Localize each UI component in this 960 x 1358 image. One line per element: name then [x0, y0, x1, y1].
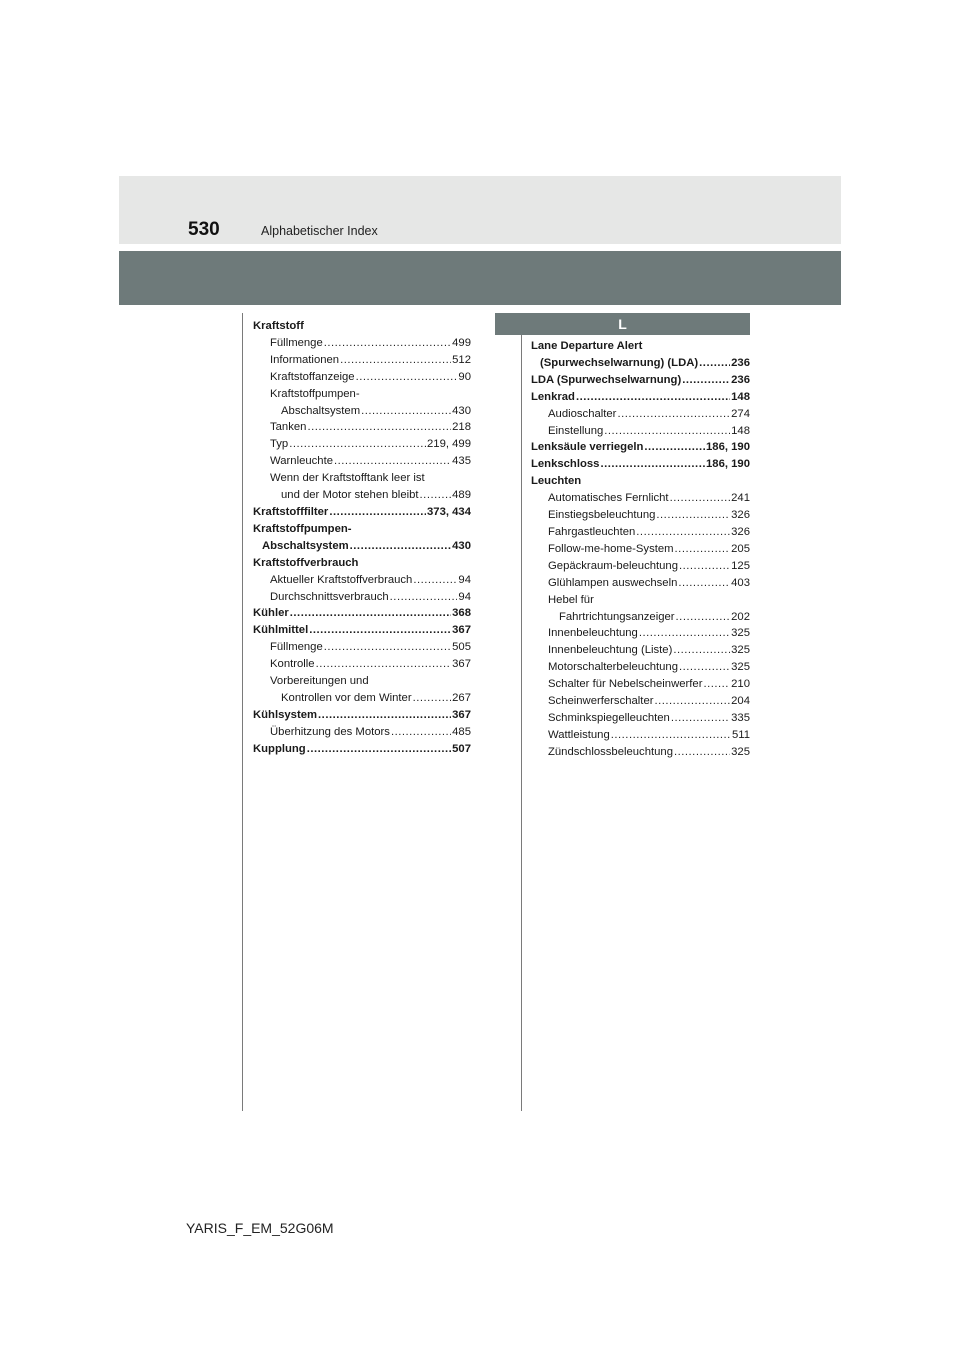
index-entry-scheinwerfer: [531, 693, 750, 710]
index-entry-fahrgast: [531, 524, 750, 541]
entry-page-ref[interactable]: 335: [731, 711, 750, 724]
entry-label: Leuchten: [531, 475, 582, 488]
index-entry-innen-liste: [531, 642, 750, 659]
entry-page-ref[interactable]: 236: [731, 356, 750, 369]
entry-label: Fahrtrichtungsanzeiger: [559, 610, 675, 623]
index-entry-einstieg: [531, 507, 750, 524]
index-entry-zuendschloss: [531, 744, 750, 761]
index-entry-informationen: [253, 352, 471, 369]
entry-label: Lenkrad: [531, 390, 575, 403]
document-code: YARIS_F_EM_52G06M: [186, 1220, 334, 1236]
dot-leader: [334, 453, 451, 470]
entry-label: Warnleuchte: [270, 455, 333, 468]
dot-leader: [329, 504, 426, 521]
entry-label: Innenbeleuchtung: [548, 627, 638, 640]
entry-label: Kontrolle: [270, 658, 315, 671]
dot-leader: [309, 622, 451, 639]
entry-label: Füllmenge: [270, 641, 323, 654]
index-entry-lenkrad: [531, 389, 750, 406]
entry-page-ref[interactable]: 373, 434: [427, 505, 471, 518]
dot-leader: [654, 693, 730, 710]
entry-page-ref[interactable]: 94: [458, 573, 471, 586]
entry-page-ref[interactable]: 325: [731, 627, 750, 640]
entry-label: und der Motor stehen bleibt: [281, 489, 419, 502]
page-header: [119, 176, 841, 244]
dot-leader: [307, 741, 451, 758]
dot-leader: [324, 639, 451, 656]
entry-label: Durchschnittsverbrauch: [270, 590, 389, 603]
entry-label: Vorbereitungen und: [270, 675, 369, 688]
entry-page-ref[interactable]: 267: [452, 691, 471, 704]
dot-leader: [361, 403, 451, 420]
dot-leader: [675, 541, 731, 558]
index-entry-hebel: [531, 592, 750, 609]
entry-page-ref[interactable]: 505: [452, 641, 471, 654]
index-entry-kraftstoffpumpen1: [253, 386, 471, 403]
entry-page-ref[interactable]: 241: [731, 492, 750, 505]
dot-leader: [673, 642, 730, 659]
dot-leader: [316, 656, 452, 673]
entry-label: Typ: [270, 438, 289, 451]
index-entry-lda: [531, 372, 750, 389]
entry-page-ref[interactable]: 218: [452, 421, 471, 434]
page-number: 530: [188, 219, 220, 240]
entry-label: Füllmenge: [270, 336, 323, 349]
index-entry-kupplung: [253, 741, 471, 758]
dot-leader: [636, 524, 730, 541]
index-entry-audioschalter: [531, 406, 750, 423]
entry-page-ref[interactable]: 435: [452, 455, 471, 468]
index-entry-gluehlampen: [531, 575, 750, 592]
entry-page-ref[interactable]: 489: [452, 489, 471, 502]
entry-label: Einstellung: [548, 424, 604, 437]
dot-leader: [413, 572, 457, 589]
entry-label: Aktueller Kraftstoffverbrauch: [270, 573, 413, 586]
index-entry-wattleistung: [531, 727, 750, 744]
index-entry-kraftstoffpumpen0: [253, 521, 471, 538]
entry-label: Überhitzung des Motors: [270, 725, 390, 738]
dot-leader: [391, 724, 451, 741]
entry-label: Schalter für Nebelscheinwerfer: [548, 678, 703, 691]
index-entry-fahrtrichtung: [531, 609, 750, 626]
column-rule-left: [242, 313, 243, 1111]
dot-leader: [420, 487, 452, 504]
column-rule-middle: [521, 313, 522, 1111]
index-entry-lenksaeule: [531, 439, 750, 456]
index-entry-abschaltsystem0: [253, 538, 471, 555]
entry-page-ref[interactable]: 94: [458, 590, 471, 603]
index-entry-schminkspiegel: [531, 710, 750, 727]
dot-leader: [290, 605, 451, 622]
section-title: Alphabetischer Index: [261, 224, 378, 238]
header-band: [119, 251, 841, 305]
entry-label: Abschaltsystem: [281, 404, 361, 417]
entry-label: LDA (Spurwechselwarnung): [531, 373, 682, 386]
dot-leader: [324, 335, 451, 352]
entry-page-ref[interactable]: 125: [731, 559, 750, 572]
entry-page-ref[interactable]: 204: [731, 695, 750, 708]
dot-leader: [679, 558, 730, 575]
dot-leader: [676, 609, 731, 626]
entry-page-ref[interactable]: 90: [458, 370, 471, 383]
entry-label: Tanken: [270, 421, 307, 434]
entry-label: Zündschlossbeleuchtung: [548, 745, 673, 758]
entry-page-ref[interactable]: 430: [452, 539, 471, 552]
entry-label: Gepäckraum-beleuchtung: [548, 559, 678, 572]
index-entry-wenn-leer: [253, 470, 471, 487]
entry-page-ref[interactable]: 148: [731, 424, 750, 437]
entry-label: Kupplung: [253, 742, 306, 755]
entry-label: Hebel für: [548, 593, 594, 606]
entry-label: Scheinwerferschalter: [548, 695, 654, 708]
dot-leader: [413, 690, 452, 707]
index-entry-follow: [531, 541, 750, 558]
entry-label: Motorschalterbeleuchtung: [548, 661, 678, 674]
entry-page-ref[interactable]: 148: [731, 390, 750, 403]
entry-label: Einstiegsbeleuchtung: [548, 509, 656, 522]
index-entry-typ: [253, 436, 471, 453]
dot-leader: [390, 589, 458, 606]
entry-page-ref[interactable]: 499: [452, 336, 471, 349]
index-entry-motor-stehen: [253, 487, 471, 504]
index-entry-kuehlmittel: [253, 622, 471, 639]
dot-leader: [356, 369, 458, 386]
entry-page-ref[interactable]: 511: [731, 728, 750, 741]
entry-label: Lenkschloss: [531, 458, 600, 471]
index-entry-kraftstofffilter: [253, 504, 471, 521]
index-entry-gepaeck: [531, 558, 750, 575]
entry-label: Kraftstoffpumpen-: [253, 522, 352, 535]
entry-page-ref[interactable]: 368: [452, 607, 471, 620]
index-entry-fuellmenge: [253, 335, 471, 352]
entry-page-ref[interactable]: 367: [452, 658, 471, 671]
entry-label: Informationen: [270, 353, 340, 366]
index-entry-motorschalter: [531, 659, 750, 676]
entry-label: (Spurwechselwarnung) (LDA): [540, 356, 699, 369]
entry-label: Glühlampen auswechseln: [548, 576, 678, 589]
entry-page-ref[interactable]: 202: [731, 610, 750, 623]
letter-heading: L: [495, 313, 750, 335]
index-column-right: [531, 338, 750, 761]
index-entry-nebel: [531, 676, 750, 693]
dot-leader: [289, 436, 426, 453]
index-entry-vorbereitungen: [253, 673, 471, 690]
entry-page-ref[interactable]: 367: [452, 708, 471, 721]
index-entry-fernlicht: [531, 490, 750, 507]
entry-label: Schminkspiegelleuchten: [548, 711, 670, 724]
entry-label: Innenbeleuchtung (Liste): [548, 644, 673, 657]
index-column-left: [253, 318, 471, 758]
entry-page-ref[interactable]: 219, 499: [427, 438, 471, 451]
dot-leader: [639, 625, 730, 642]
entry-page-ref[interactable]: 485: [452, 725, 471, 738]
dot-leader: [656, 507, 730, 524]
entry-label: Wenn der Kraftstofftank leer ist: [270, 472, 425, 485]
entry-label: Kühlsystem: [253, 708, 318, 721]
entry-label: Wattleistung: [548, 728, 610, 741]
index-entry-kraftstoffanzeige: [253, 369, 471, 386]
entry-label: Fahrgastleuchten: [548, 525, 636, 538]
entry-label: Audioschalter: [548, 407, 617, 420]
index-entry-ueberhitzung: [253, 724, 471, 741]
dot-leader: [611, 727, 731, 744]
entry-page-ref[interactable]: 512: [452, 353, 471, 366]
dot-leader: [600, 456, 705, 473]
entry-page-ref[interactable]: 325: [731, 661, 750, 674]
dot-leader: [307, 419, 451, 436]
dot-leader: [604, 423, 730, 440]
entry-page-ref[interactable]: 186, 190: [706, 441, 750, 454]
entry-label: Kraftstoffpumpen-: [270, 387, 360, 400]
index-entry-kraftstoffverbrauch: [253, 555, 471, 572]
index-entry-kontrollen-winter: [253, 690, 471, 707]
entry-label: Abschaltsystem: [262, 539, 349, 552]
index-entry-abschaltsystem1: [253, 403, 471, 420]
dot-leader: [678, 575, 730, 592]
entry-label: Kontrollen vor dem Winter: [281, 691, 412, 704]
entry-page-ref[interactable]: 325: [731, 745, 750, 758]
dot-leader: [703, 676, 730, 693]
entry-label: Kraftstoffanzeige: [270, 370, 355, 383]
index-entry-innen: [531, 625, 750, 642]
entry-page-ref[interactable]: 430: [452, 404, 471, 417]
dot-leader: [699, 355, 730, 372]
dot-leader: [617, 406, 730, 423]
index-entry-durchschnitt: [253, 589, 471, 606]
dot-leader: [340, 352, 451, 369]
entry-page-ref[interactable]: 326: [731, 525, 750, 538]
dot-leader: [674, 744, 730, 761]
index-entry-lda-sub: [531, 355, 750, 372]
entry-page-ref[interactable]: 236: [731, 373, 750, 386]
entry-label: Kraftstoff: [253, 320, 304, 332]
index-entry-kontrolle: [253, 656, 471, 673]
entry-page-ref[interactable]: 326: [731, 509, 750, 522]
entry-label: Automatisches Fernlicht: [548, 492, 669, 505]
entry-page-ref[interactable]: 274: [731, 407, 750, 420]
index-entry-leuchten: [531, 473, 750, 490]
entry-label: Kühler: [253, 607, 289, 620]
entry-page-ref[interactable]: 507: [452, 742, 471, 755]
index-entry-lenkschloss: [531, 456, 750, 473]
entry-page-ref[interactable]: 186, 190: [706, 458, 750, 471]
dot-leader: [679, 659, 730, 676]
entry-page-ref[interactable]: 403: [731, 576, 750, 589]
index-entry-kuehler: [253, 605, 471, 622]
dot-leader: [350, 538, 451, 555]
entry-label: Kraftstofffilter: [253, 505, 329, 518]
entry-page-ref[interactable]: 367: [452, 624, 471, 637]
entry-page-ref[interactable]: 205: [731, 542, 750, 555]
dot-leader: [576, 389, 730, 406]
dot-leader: [682, 372, 730, 389]
entry-label: Lane Departure Alert: [531, 340, 643, 352]
entry-label: Lenksäule verriegeln: [531, 441, 644, 454]
entry-label: Kühlmittel: [253, 624, 309, 637]
dot-leader: [318, 707, 451, 724]
index-entry-tanken: [253, 419, 471, 436]
index-entry-einstellung: [531, 423, 750, 440]
index-entry-aktueller: [253, 572, 471, 589]
index-entry-km-fuellmenge: [253, 639, 471, 656]
index-entry-warnleuchte: [253, 453, 471, 470]
dot-leader: [670, 490, 731, 507]
entry-page-ref[interactable]: 210: [731, 678, 750, 691]
entry-page-ref[interactable]: 325: [731, 644, 750, 657]
index-entry-kraftstoff: [253, 318, 471, 335]
index-entry-kuehlsystem: [253, 707, 471, 724]
index-entry-lda-head: [531, 338, 750, 355]
entry-label: Kraftstoffverbrauch: [253, 556, 359, 569]
dot-leader: [644, 439, 705, 456]
dot-leader: [671, 710, 730, 727]
entry-label: Follow-me-home-System: [548, 542, 674, 555]
